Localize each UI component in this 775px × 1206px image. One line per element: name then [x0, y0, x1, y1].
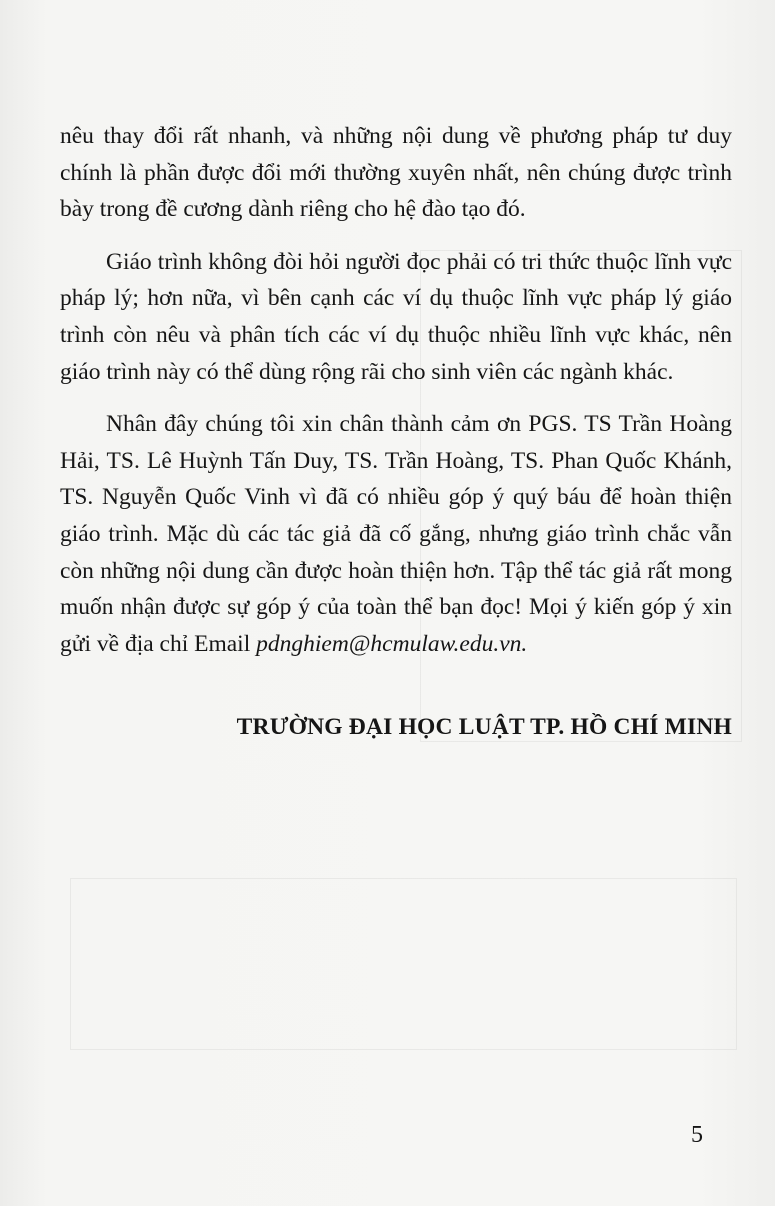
page-number: 5: [691, 1122, 703, 1148]
paragraph-gap: [60, 228, 732, 244]
paragraph-prerequisites: Giáo trình không đòi hỏi người đọc phải có tri thức thuộc lĩnh vực pháp lý; hơn nữa, vì bên cạnh các ví dụ thuộc lĩnh vực pháp lý giáo trình còn nêu và phân tích các ví dụ thuộc nhiều lĩnh vực khác, nên giáo trình này có thể dùng rộng rãi cho sinh viên các ngành khác.: [60, 248, 732, 385]
paragraph-acknowledgements: [60, 406, 732, 662]
contact-email-link[interactable]: pdnghiem@hcmulaw.edu.vn.: [256, 630, 528, 657]
body-text: [60, 118, 732, 662]
bleed-through-table-bottom: [70, 878, 737, 1050]
acknowledgements-text: Nhân đây chúng tôi xin chân thành cảm ơn PGS. TS Trần Hoàng Hải, TS. Lê Huỳnh Tấn Duy, TS. Trần Hoàng, TS. Phan Quốc Khánh, TS. Nguyễn Quốc Vinh vì đã có nhiều góp ý quý báu để hoàn thiện giáo trình. Mặc dù các tác giả đã cố gắng, nhưng giáo trình chắc vẫn còn những nội dung cần được hoàn thiện hơn. Tập thể tác giả rất mong muốn nhận được sự góp ý của toàn thể bạn đọc! Mọi ý kiến góp ý xin gửi về địa chỉ Email: [60, 411, 732, 657]
paragraph-gap: [60, 390, 732, 406]
institution-signature: TRƯỜNG ĐẠI HỌC LUẬT TP. HỒ CHÍ MINH: [236, 714, 732, 740]
paragraph-continuation: nêu thay đổi rất nhanh, và những nội dung về phương pháp tư duy chính là phần được đổi mới thường xuyên nhất, nên chúng được trình bày trong đề cương dành riêng cho hệ đào tạo đó.: [60, 123, 732, 223]
